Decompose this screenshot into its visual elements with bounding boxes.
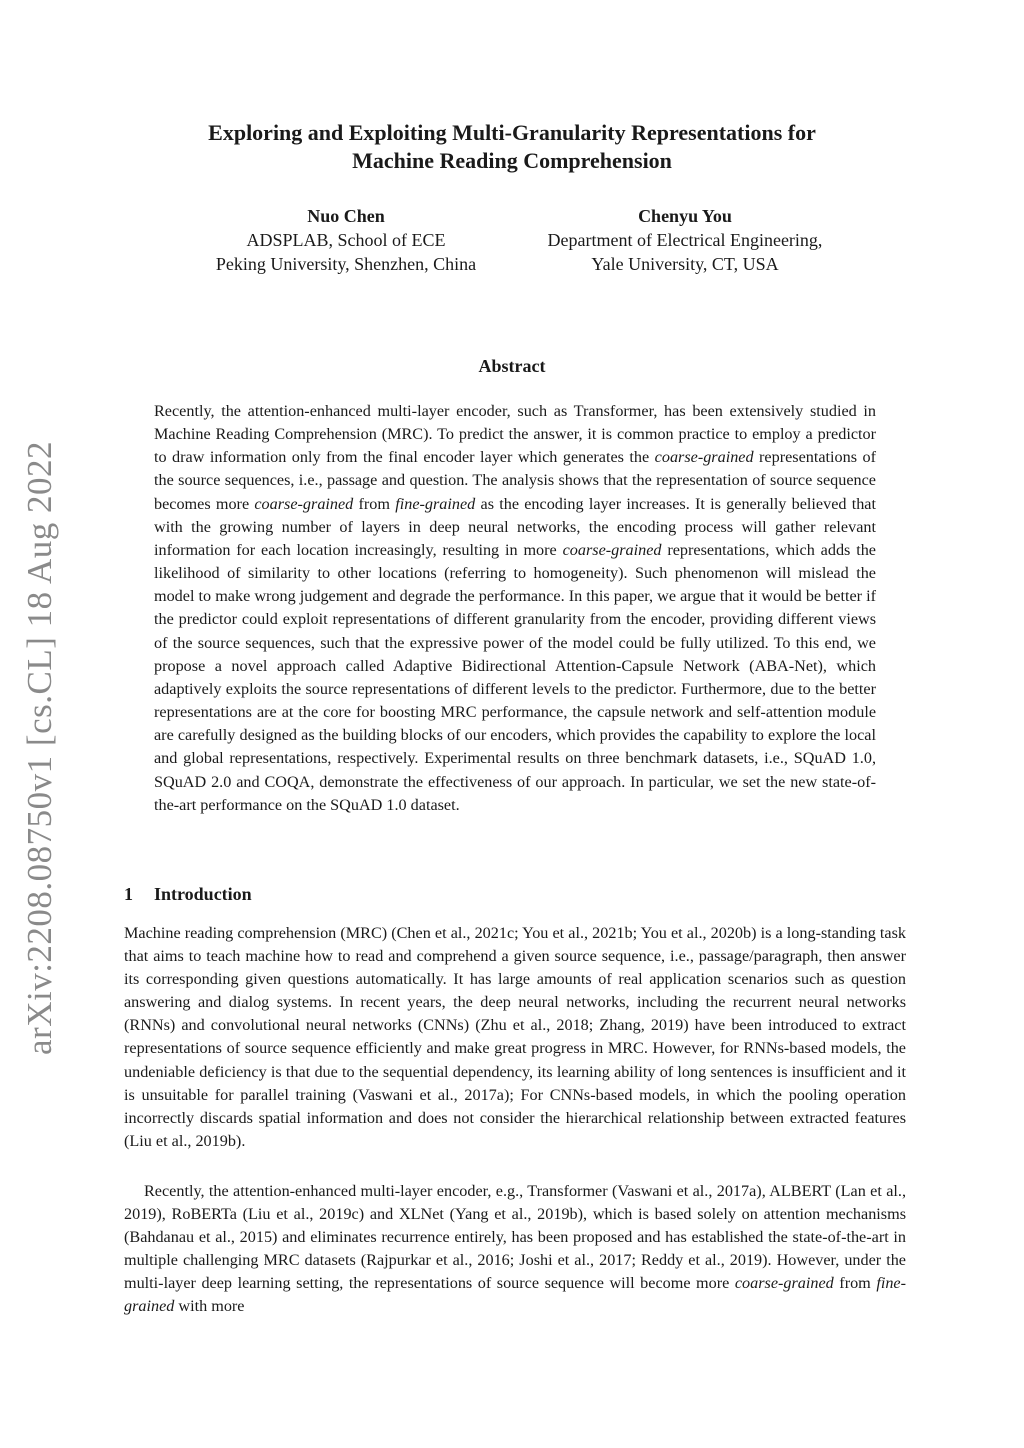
paragraph-text: with more	[174, 1297, 245, 1316]
section-heading-introduction	[124, 884, 252, 905]
abstract-emphasis: coarse-grained	[562, 540, 662, 559]
abstract-text: Recently, the attention-enhanced multi-layer encoder, such as Transformer, has been extensively studied in Machine Reading Comprehension (MRC). To predict the answer, it is common practice to employ a predictor to draw information only from the final encoder layer which generates the	[154, 402, 876, 467]
abstract-heading: Abstract	[478, 356, 546, 376]
author-affiliation: Yale University, CT, USA	[591, 254, 779, 274]
abstract-text: from	[353, 494, 396, 513]
paper-title	[0, 119, 1024, 175]
section-number: 1	[124, 884, 133, 904]
abstract-emphasis: coarse-grained	[254, 494, 354, 513]
abstract-text: representations, which adds the likelihood of similarity to other locations (referring to homogeneity). Such phenomenon will mislead the model to make wrong judgement and degrade the performance. In this paper, we argue that it would be better if the predictor could exploit representations of different granularity from the encoder, providing different views of the source sequences, such that the expressive power of the model could be fully utilized. To this end, we propose a novel approach called Adaptive Bidirectional Attention-Capsule Network (ABA-Net), which adaptively exploits the source representations of different levels to the predictor. Furthermore, due to the better representations are at the core for boosting MRC performance, the capsule network and self-attention module are carefully designed as the building blocks of our encoders, which provides the capability to explore the local and global representations, respectively. Experimental results on three benchmark datasets, i.e., SQuAD 1.0, SQuAD 2.0 and COQA, demonstrate the effectiveness of our approach. In particular, we set the new state-of-the-art performance on the SQuAD 1.0 dataset.	[154, 540, 876, 814]
section-title: Introduction	[154, 884, 252, 904]
abstract-body	[154, 400, 876, 817]
author-block-1	[190, 204, 502, 276]
paragraph-emphasis: fine-grained	[124, 1274, 906, 1316]
author-name: Nuo Chen	[307, 206, 385, 226]
intro-paragraph-2	[124, 1180, 906, 1319]
abstract-text: as the encoding layer increases. It is generally believed that with the growing number of layers in deep neural networks, the encoding process will gather relevant information for each location increasingly, resulting in more	[154, 494, 876, 559]
author-affiliation: ADSPLAB, School of ECE	[246, 230, 446, 250]
abstract-emphasis: fine-grained	[395, 494, 476, 513]
arxiv-identifier: arXiv:2208.08750v1 [cs.CL] 18 Aug 2022	[20, 441, 59, 1055]
paper-title-line-2: Machine Reading Comprehension	[352, 148, 672, 173]
author-affiliation: Peking University, Shenzhen, China	[215, 254, 477, 274]
intro-paragraph-1: Machine reading comprehension (MRC) (Chen et al., 2021c; You et al., 2021b; You et al., 2020b) is a long-standing task that aims to teach machine how to read and comprehend a given source sequence, i.e., passage/paragraph, then answer its corresponding given questions automatically. It has large amounts of real application scenarios such as question answering and dialog systems. In recent years, the deep neural networks, including the recurrent neural networks (RNNs) and convolutional neural networks (CNNs) (Zhu et al., 2018; Zhang, 2019) have been introduced to extract representations of source sequence efficiently and make great progress in MRC. However, for RNNs-based models, the undeniable deficiency is that due to the sequential dependency, its learning ability of long sentences is insufficient and it is unsuitable for parallel training (Vaswani et al., 2017a); For CNNs-based models, in which the pooling operation incorrectly discards spatial information and does not consider the hierarchical relationship between extracted features (Liu et al., 2019b).	[124, 924, 906, 1150]
abstract-emphasis: coarse-grained	[654, 448, 754, 467]
paragraph-emphasis: coarse-grained	[734, 1274, 834, 1293]
abstract-text: representations of the source sequences, i.e., passage and question. The analysis shows that the representation of source sequence becomes more	[154, 448, 876, 513]
paragraph-text: Recently, the attention-enhanced multi-layer encoder, e.g., Transformer (Vaswani et al., 2017a), ALBERT (Lan et al., 2019), RoBERTa (Liu et al., 2019c) and XLNet (Yang et al., 2019b), which is based solely on attention mechanisms (Bahdanau et al., 2015) and eliminates recurrence entirely, has been proposed and has established the state-of-the-art in multiple challenging MRC datasets (Rajpurkar et al., 2016; Joshi et al., 2017; Reddy et al., 2019). However, under the multi-layer deep learning setting, the representations of source sequence will become more	[124, 1182, 906, 1293]
author-block-2	[516, 204, 854, 276]
paper-title-line-1: Exploring and Exploiting Multi-Granularity Representations for	[208, 120, 816, 145]
author-affiliation: Department of Electrical Engineering,	[547, 230, 823, 250]
paragraph-text: from	[833, 1274, 877, 1293]
author-name: Chenyu You	[638, 206, 732, 226]
